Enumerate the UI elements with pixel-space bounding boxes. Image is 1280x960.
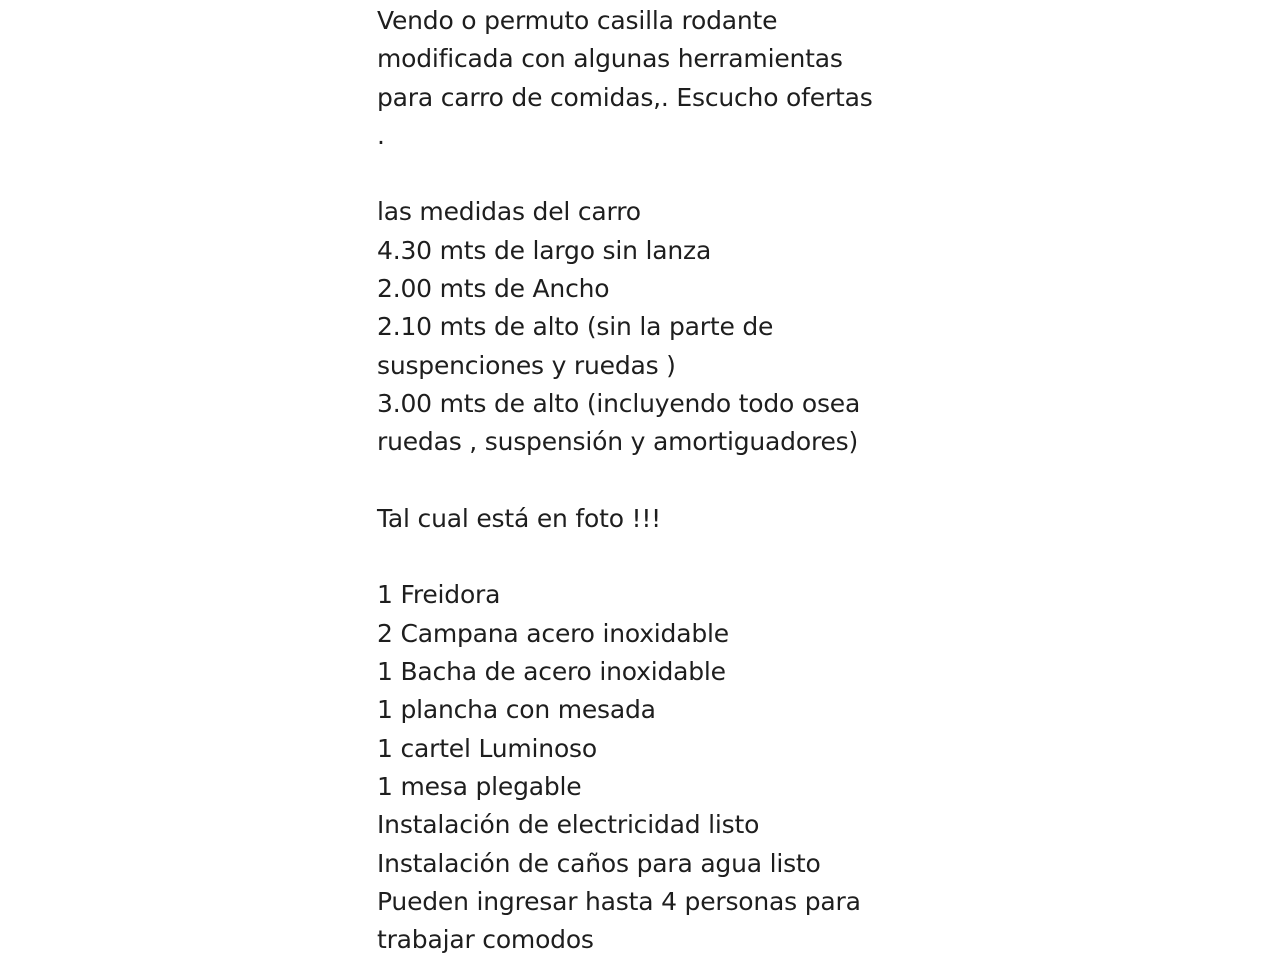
list-item: 1 Freidora xyxy=(377,580,501,610)
listing-description xyxy=(377,2,937,959)
text-line: las medidas del carro xyxy=(377,197,641,227)
list-item: 1 plancha con mesada xyxy=(377,695,656,725)
text-line: 2.10 mts de alto (sin la parte de xyxy=(377,312,774,342)
list-item: 2 Campana acero inoxidable xyxy=(377,618,729,648)
as-is-note: Tal cual está en foto !!! xyxy=(377,503,662,533)
intro-paragraph xyxy=(377,2,937,155)
text-line: suspenciones y ruedas ) xyxy=(377,350,676,380)
text-line: ruedas , suspensión y amortiguadores) xyxy=(377,427,859,457)
measures-paragraph xyxy=(377,193,937,461)
blank-line xyxy=(377,538,937,576)
list-item: Instalación de electricidad listo xyxy=(377,810,760,840)
list-item: Instalación de caños para agua listo xyxy=(377,848,821,878)
text-line: 3.00 mts de alto (incluyendo todo osea xyxy=(377,388,861,418)
list-item: 1 Bacha de acero inoxidable xyxy=(377,657,726,687)
text-line: Vendo o permuto casilla rodante xyxy=(377,6,778,35)
text-line: para carro de comidas,. Escucho ofertas xyxy=(377,82,873,112)
text-line: 2.00 mts de Ancho xyxy=(377,274,610,304)
list-item: Pueden ingresar hasta 4 personas para xyxy=(377,886,861,916)
blank-line xyxy=(377,462,937,500)
text-line: 4.30 mts de largo sin lanza xyxy=(377,235,712,265)
items-list xyxy=(377,576,937,959)
list-item: trabajar comodos xyxy=(377,925,594,955)
list-item: 1 mesa plegable xyxy=(377,771,582,801)
blank-line xyxy=(377,155,937,193)
text-line: . xyxy=(377,120,385,150)
text-line: modificada con algunas herramientas xyxy=(377,44,843,74)
list-item: 1 cartel Luminoso xyxy=(377,733,597,763)
